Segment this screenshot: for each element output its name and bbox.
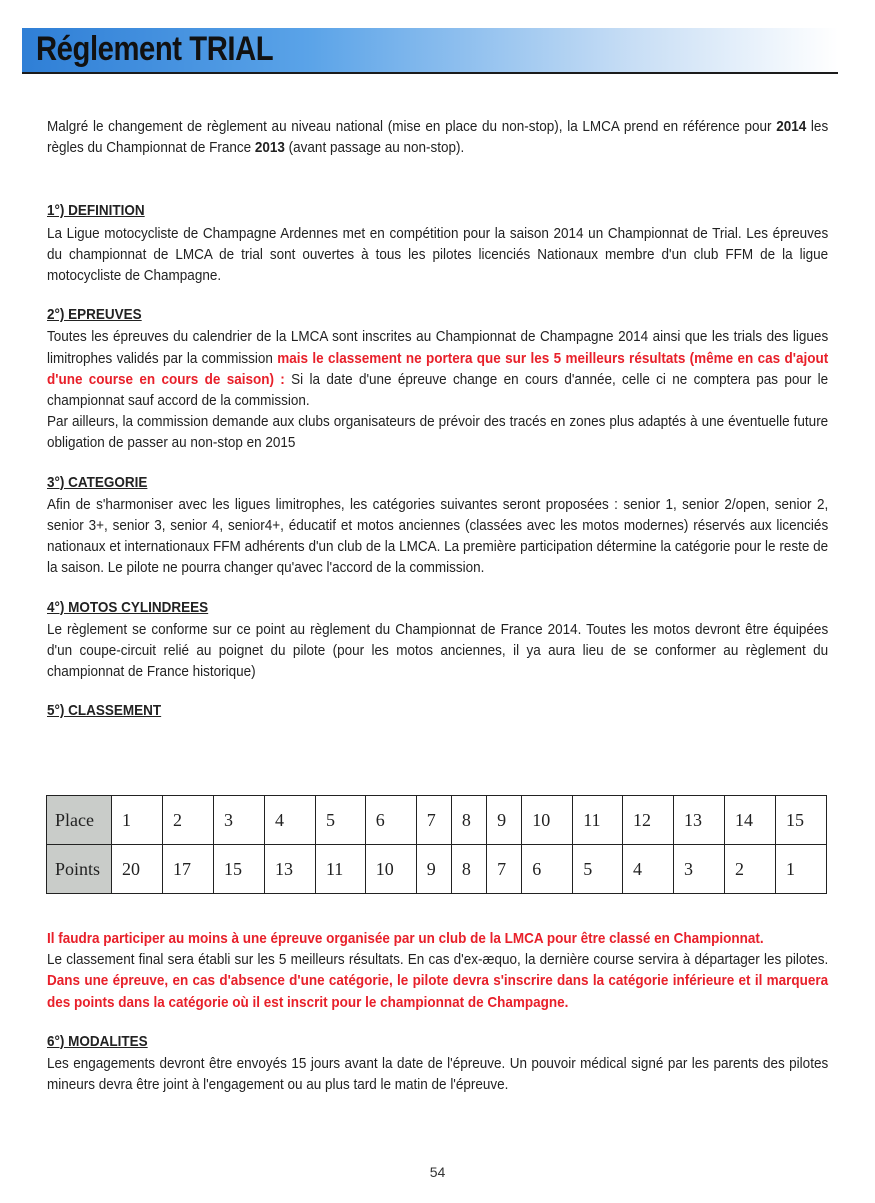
points-cell: 20 (112, 845, 163, 894)
points-cell: 4 (623, 845, 674, 894)
place-label: Place (47, 796, 112, 845)
section-classement (47, 700, 828, 721)
points-cell: 3 (674, 845, 725, 894)
place-cell: 11 (573, 796, 623, 845)
points-label: Points (47, 845, 112, 894)
points-cell: 1 (775, 845, 826, 894)
document-body (47, 116, 828, 723)
points-cell: 5 (573, 845, 623, 894)
section-motos (47, 597, 828, 683)
place-cell: 7 (416, 796, 451, 845)
points-cell: 15 (213, 845, 264, 894)
section-heading: 5°) CLASSEMENT (47, 702, 162, 720)
points-cell: 8 (451, 845, 486, 894)
place-cell: 13 (674, 796, 725, 845)
intro-text-2: les règles du Championnat de France (47, 118, 829, 157)
place-cell: 2 (162, 796, 213, 845)
points-cell: 9 (416, 845, 451, 894)
classement-note: Il faudra participer au moins à une épreuve organisée par un club de la LMCA pour être classé en Championnat. (47, 930, 764, 947)
section-epreuves (47, 304, 828, 453)
intro-year-1: 2014 (776, 118, 807, 135)
place-cell: 12 (623, 796, 674, 845)
epreuves-text-2: Si la date d'une épreuve change en cours d'année, celle ci ne comptera pas pour le championnat sauf accord de la commission. (47, 370, 829, 410)
section-heading: 3°) CATEGORIE (47, 473, 148, 491)
section-definition (47, 200, 828, 286)
section-heading: 6°) MODALITES (47, 1032, 148, 1050)
section-text: La Ligue motocycliste de Champagne Ardennes met en compétition pour la saison 2014 un Championnat de Trial. Les épreuves du championnat de LMCA de trial sont ouvertes à tous les pilotes licenciés Nationaux membre d'un club FFM de la ligue motocycliste de Champagne. (47, 224, 829, 285)
section-text: Afin de s'harmoniser avec les ligues limitrophes, les catégories suivantes seront proposées : senior 1, senior 2/open, senior 2, senior 3+, senior 3, senior 4, senior4+, éducatif et motos anciennes (classées avec les motos modernes) réservés aux licenciés nationaux et internationaux FFM adhérents d'un club de la LMCA. La première participation détermine la catégorie pour le reste de la saison. Le pilote ne pourra changer qu'avec l'accord de la commission. (47, 495, 829, 577)
intro-year-2: 2013 (254, 139, 285, 157)
place-cell: 5 (315, 796, 365, 845)
place-cell: 1 (112, 796, 163, 845)
points-cell: 10 (365, 845, 416, 894)
epreuves-text-1: Toutes les épreuves du calendrier de la LMCA sont inscrites au Championnat de Champagne 2014 ainsi que les trials des ligues limitrophes validés par la commission (47, 328, 829, 367)
section-categorie (47, 472, 828, 579)
points-table (46, 795, 827, 894)
section-text: Les engagements devront être envoyés 15 jours avant la date de l'épreuve. Un pouvoir médical signé par les parents des pilotes mineurs devra être joint à l'engagement ou au plus tard le matin de l'épreuve. (47, 1055, 829, 1094)
place-cell: 10 (522, 796, 573, 845)
points-cell: 17 (162, 845, 213, 894)
intro-paragraph (47, 116, 828, 158)
place-cell: 4 (264, 796, 315, 845)
points-cell: 6 (522, 845, 573, 894)
classement-text-1: Le classement final sera établi sur les 5 meilleurs résultats. En cas d'ex-æquo, la dernière course servira à départager les pilotes. (47, 951, 829, 969)
intro-text-3: (avant passage au non-stop). (284, 139, 465, 157)
classement-highlight: Dans une épreuve, en cas d'absence d'une catégorie, le pilote devra s'inscrire dans la catégorie inférieure et il marquera des points dans la catégorie où il est inscrit pour le championnat de Champagne. (47, 972, 829, 1011)
table-row-place (47, 796, 827, 845)
section-text (47, 326, 828, 411)
intro-text-1: Malgré le changement de règlement au niveau national (mise en place du non-stop), la LMCA prend en référence pour (47, 118, 777, 135)
place-cell: 15 (775, 796, 826, 845)
points-cell: 11 (315, 845, 365, 894)
section-text: Le règlement se conforme sur ce point au règlement du Championnat de France 2014. Toutes les motos devront être équipées d'un coupe-circuit relié au poignet du pilote (pour les motos anciennes, il ya aura lieu de se conformer au règlement du championnat de France historique) (47, 620, 829, 681)
points-cell: 13 (264, 845, 315, 894)
title-banner (22, 28, 838, 74)
place-cell: 14 (725, 796, 776, 845)
points-cell: 7 (487, 845, 522, 894)
section-heading: 1°) DEFINITION (47, 202, 145, 220)
table-row-points (47, 845, 827, 894)
place-cell: 9 (487, 796, 522, 845)
section-heading: 4°) MOTOS CYLINDREES (47, 598, 209, 616)
page-title: Réglement TRIAL (36, 30, 274, 68)
place-cell: 8 (451, 796, 486, 845)
epreuves-highlight: mais le classement ne portera que sur les 5 meilleurs résultats (même en cas d'ajout d'une course en cours de saison) : (47, 349, 829, 388)
section-modalites (47, 1031, 828, 1096)
place-cell: 3 (213, 796, 264, 845)
points-cell: 2 (725, 845, 776, 894)
place-cell: 6 (365, 796, 416, 845)
classement-text (47, 949, 828, 1013)
page-number: 54 (429, 1164, 446, 1180)
section-heading: 2°) EPREUVES (47, 306, 142, 324)
document-body-lower (47, 928, 828, 1095)
section-text-2: Par ailleurs, la commission demande aux clubs organisateurs de prévoir des tracés en zones plus adaptés à une éventuelle future obligation de passer au non-stop en 2015 (47, 413, 829, 452)
